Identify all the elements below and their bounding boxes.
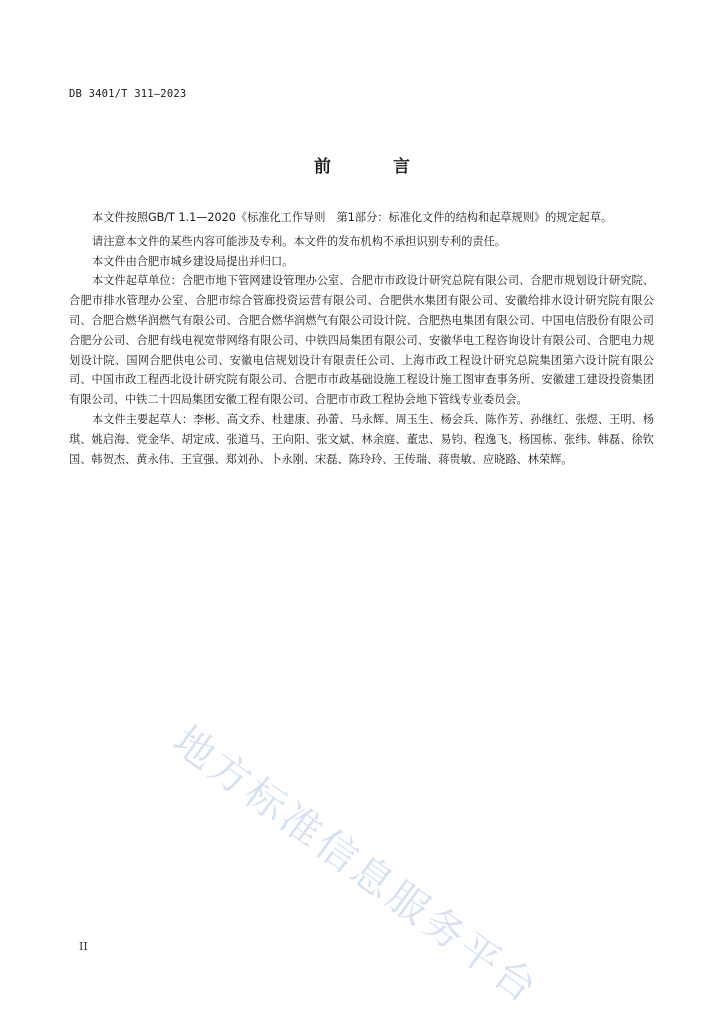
preface-paragraph-proposer: 本文件由合肥市城乡建设局提出并归口。 bbox=[92, 254, 294, 268]
preface-paragraph-standard-basis: 本文件按照GB/T 1.1—2020《标准化工作导则 第1部分：标准化文件的结构和起草规则》的规定起草。 bbox=[92, 211, 613, 224]
preface-paragraph-drafting-units: 本文件起草单位：合肥市地下管网建设管理办公室、合肥市市政设计研究总院有限公司、合肥市规划设计研究院、合肥市排水管理办公室、合肥市综合管廊投资运营有限公司、合肥供水集团有限公司、安徽给排水设计研究院有限公司、合肥合燃华润燃气有限公司、合肥合燃华润燃气有限公司设计院、合肥热电集团有限公司、中国电信股份有限公司合肥分公司、合肥有线电视宽带网络有限公司、中铁四局集团有限公司、安徽华电工程咨询设计有限公司、合肥电力规划设计院、国网合肥供电公司、安徽电信规划设计有限责任公司、上海市政工程设计研究总院集团第六设计院有限公司、中国市政工程西北设计研究院有限公司、合肥市市政基础设施工程设计施工图审查事务所、安徽建工建设投资集团有限公司、中铁二十四局集团安徽工程有限公司、合肥市市政工程协会地下管线专业委员会。 bbox=[69, 274, 654, 407]
section-title: 前 言 bbox=[314, 157, 438, 177]
watermark-text: 地方标准信息服务平台 bbox=[164, 717, 548, 1014]
preface-body bbox=[69, 208, 654, 469]
preface-paragraph-drafters: 本文件主要起草人：李彬、高文乔、杜建康、孙蕾、马永辉、周玉生、杨会兵、陈作芳、孙继红、张煜、王明、杨琪、姚启海、党金华、胡定成、张道马、王向阳、张文斌、林余庭、董忠、易钧、程逸飞、杨国栋、张纬、韩磊、徐钦国、韩贺杰、黄永伟、王宣强、郑刘孙、卜永刚、宋磊、陈玲玲、王传瑞、蒋贵敏、应晓路、林荣辉。 bbox=[69, 412, 654, 466]
page-number: II bbox=[79, 940, 88, 953]
preface-paragraph-patent-notice: 请注意本文件的某些内容可能涉及专利。本文件的发布机构不承担识别专利的责任。 bbox=[92, 234, 506, 248]
document-code: DB 3401/T 311—2023 bbox=[69, 88, 187, 100]
